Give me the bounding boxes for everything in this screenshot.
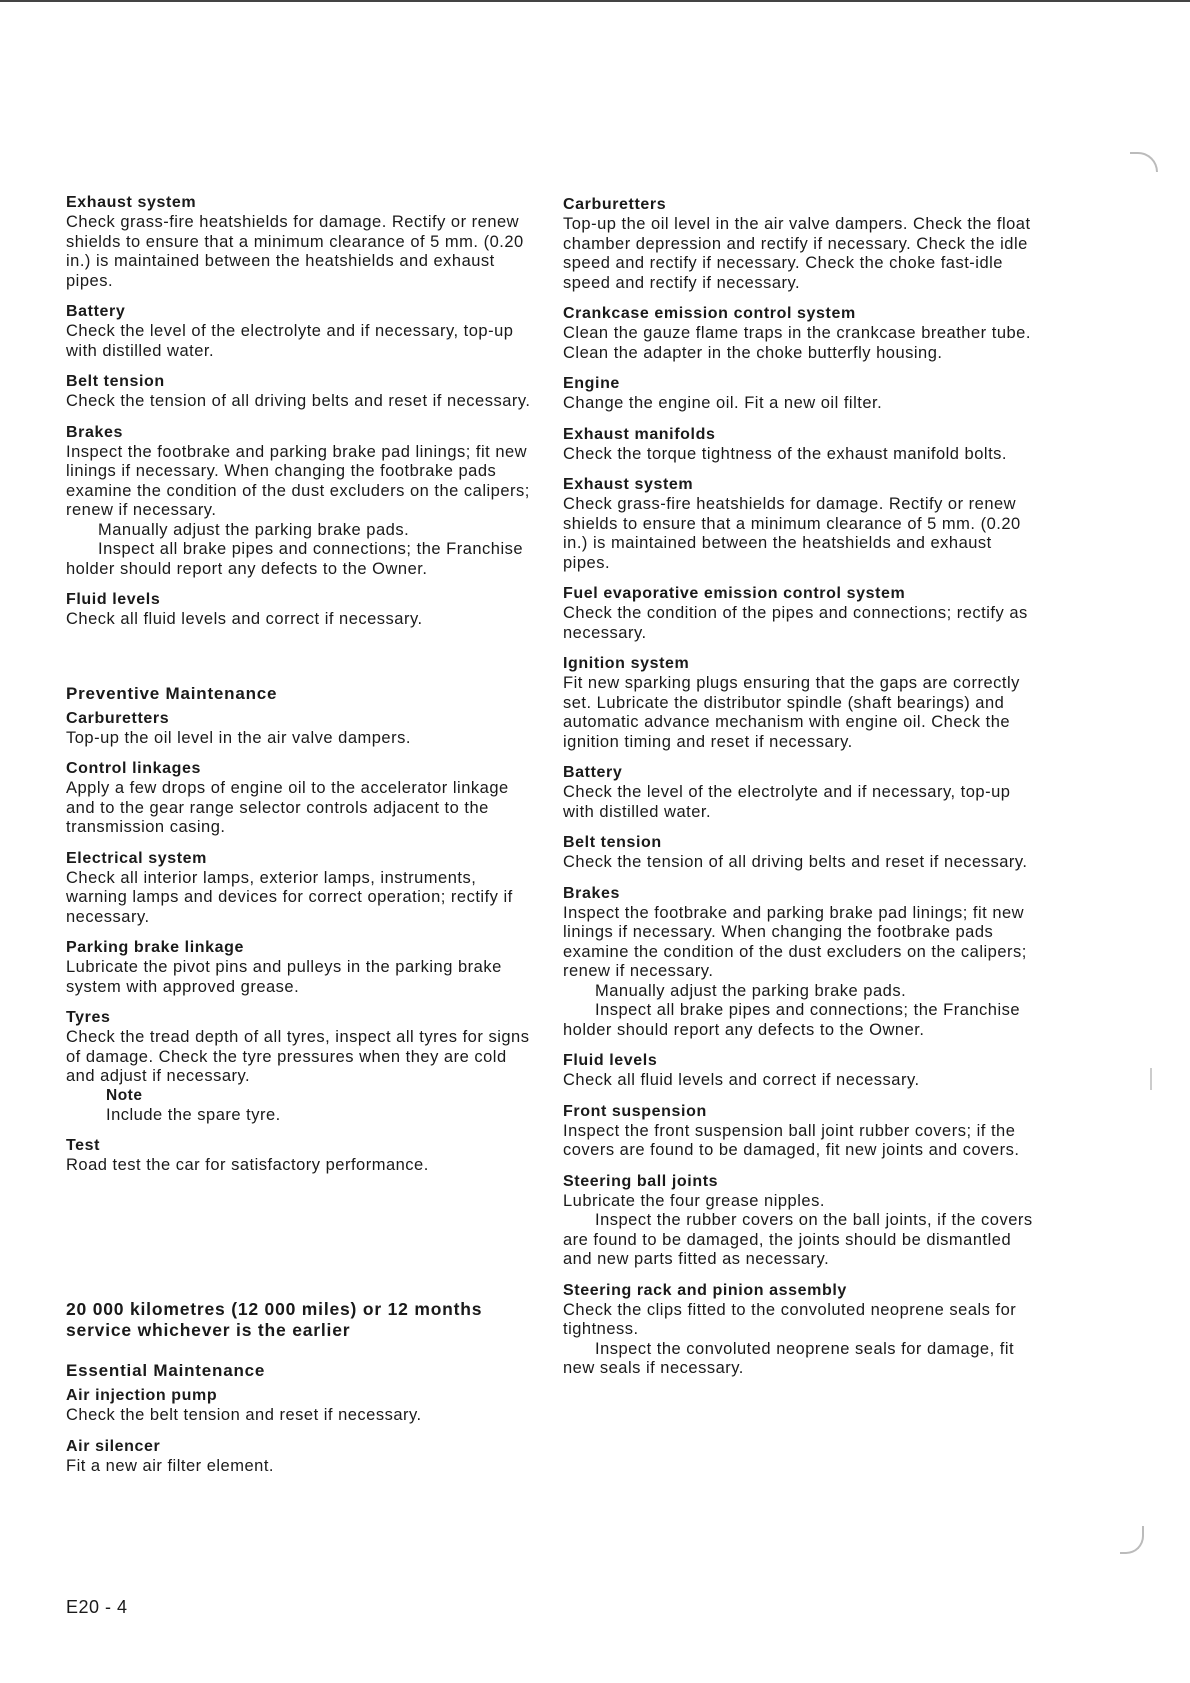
left-sections-a bbox=[66, 194, 536, 630]
section-text: Check the tension of all driving belts and reset if necessary. bbox=[66, 392, 531, 410]
section-text: Check the level of the electrolyte and if necessary, top-up with distilled water. bbox=[66, 322, 514, 360]
section-steering-rack-and-pinion-assembly bbox=[563, 1282, 1043, 1379]
binder-mark-middle bbox=[1150, 1068, 1152, 1090]
section-title: Battery bbox=[563, 764, 623, 781]
section-carburetters bbox=[66, 710, 536, 749]
section-title: Carburetters bbox=[66, 709, 170, 727]
section-exhaust-system bbox=[66, 194, 536, 291]
section-text: Check the tread depth of all tyres, inspect all tyres for signs of damage. Check the tyre pressures when they are cold and adjust if necessary. bbox=[66, 1028, 530, 1085]
section-air-silencer bbox=[66, 1438, 536, 1477]
section-belt-tension bbox=[66, 373, 536, 412]
section-control-linkages bbox=[66, 760, 536, 838]
section-title: Control linkages bbox=[66, 760, 201, 777]
section-text: Check the torque tightness of the exhaust manifold bolts. bbox=[563, 444, 1007, 463]
section-belt-tension bbox=[563, 834, 1043, 873]
section-text: Inspect all brake pipes and connections; the Franchise holder should report any defects to the Owner. bbox=[563, 1001, 1021, 1039]
section-text: Fit new sparking plugs ensuring that the gaps are correctly set. Lubricate the distributor spindle (shaft bearings) and automatic advance mechanism with engine oil. Check the ignition timing and reset if necessary. bbox=[563, 674, 1020, 751]
section-battery bbox=[563, 764, 1043, 822]
section-ignition-system bbox=[563, 655, 1043, 752]
left-sections-c bbox=[66, 1387, 536, 1476]
section-title: Tyres bbox=[66, 1009, 111, 1026]
section-text: Check all interior lamps, exterior lamps, instruments, warning lamps and devices for correct operation; rectify if necessary. bbox=[66, 868, 513, 926]
section-text: Check all fluid levels and correct if necessary. bbox=[66, 610, 423, 628]
section-brakes bbox=[563, 885, 1043, 1041]
section-title: Crankcase emission control system bbox=[563, 305, 856, 322]
left-column bbox=[66, 194, 536, 1488]
section-title: Air injection pump bbox=[66, 1387, 218, 1404]
section-text: Check the clips fitted to the convoluted neoprene seals for tightness. bbox=[563, 1300, 1017, 1338]
section-text: Inspect all brake pipes and connections; the Franchise holder should report any defects to the Owner. bbox=[66, 540, 524, 578]
section-test bbox=[66, 1137, 536, 1176]
section-title: Electrical system bbox=[66, 849, 207, 867]
section-title: Exhaust manifolds bbox=[563, 425, 716, 443]
section-text: Check the belt tension and reset if necessary. bbox=[66, 1406, 422, 1424]
section-title: Battery bbox=[66, 303, 126, 320]
section-text: Road test the car for satisfactory performance. bbox=[66, 1155, 429, 1174]
right-column bbox=[563, 196, 1043, 1391]
section-title: Exhaust system bbox=[66, 194, 197, 211]
left-sections-b bbox=[66, 710, 536, 998]
section-exhaust-system bbox=[563, 476, 1043, 573]
section-title: Exhaust system bbox=[563, 476, 694, 493]
section-tyres bbox=[66, 1009, 536, 1125]
binder-mark-top bbox=[1130, 152, 1158, 172]
section-title: Front suspension bbox=[563, 1102, 707, 1120]
section-electrical-system bbox=[66, 850, 536, 928]
section-text: Change the engine oil. Fit a new oil filter. bbox=[563, 394, 883, 412]
section-text: Fit a new air filter element. bbox=[66, 1456, 274, 1475]
section-text: Check the level of the electrolyte and if necessary, top-up with distilled water. bbox=[563, 783, 1011, 821]
section-brakes bbox=[66, 424, 536, 580]
section-text: Inspect the rubber covers on the ball joints, if the covers are found to be damaged, the joints should be dismantled and new parts fitted as necessary. bbox=[563, 1211, 1033, 1268]
binder-mark-bottom bbox=[1120, 1526, 1144, 1554]
section-text: Inspect the front suspension ball joint rubber covers; if the covers are found to be damaged, fit new joints and covers. bbox=[563, 1121, 1020, 1159]
section-text: Lubricate the four grease nipples. bbox=[563, 1191, 825, 1210]
section-title: Brakes bbox=[66, 423, 123, 441]
essential-heading: Essential Maintenance bbox=[66, 1361, 266, 1380]
section-text: Clean the gauze flame traps in the crankcase breather tube. Clean the adapter in the choke butterfly housing. bbox=[563, 324, 1031, 362]
section-text: Manually adjust the parking brake pads. bbox=[98, 520, 410, 539]
section-parking-brake-linkage bbox=[66, 939, 536, 997]
note-text: Include the spare tyre. bbox=[106, 1105, 281, 1124]
section-title: Belt tension bbox=[563, 834, 662, 851]
section-text: Check all fluid levels and correct if necessary. bbox=[563, 1071, 920, 1089]
section-title: Belt tension bbox=[66, 373, 165, 390]
section-fluid-levels bbox=[66, 591, 536, 630]
section-title: Air silencer bbox=[66, 1437, 161, 1455]
section-crankcase-emission-control-system bbox=[563, 305, 1043, 363]
section-fluid-levels bbox=[563, 1052, 1043, 1091]
page-number: E20 - 4 bbox=[66, 1597, 128, 1617]
section-text: Check grass-fire heatshields for damage. Rectify or renew shields to ensure that a minimum clearance of 5 mm. (0.20 in.) is maintained between the heatshields and exhaust pipes. bbox=[563, 495, 1021, 572]
section-carburetters bbox=[563, 196, 1043, 293]
right-sections bbox=[563, 196, 1043, 1379]
section-fuel-evaporative-emission-control-system bbox=[563, 585, 1043, 643]
section-title: Brakes bbox=[563, 884, 620, 902]
section-title: Parking brake linkage bbox=[66, 939, 245, 956]
section-title: Ignition system bbox=[563, 655, 690, 672]
section-text: Check the tension of all driving belts and reset if necessary. bbox=[563, 853, 1028, 871]
section-exhaust-manifolds bbox=[563, 426, 1043, 465]
section-text: Check the condition of the pipes and connections; rectify as necessary. bbox=[563, 604, 1028, 642]
section-text: Inspect the convoluted neoprene seals for damage, fit new seals if necessary. bbox=[563, 1339, 1015, 1377]
section-text: Inspect the footbrake and parking brake pad linings; fit new linings if necessary. When changing the footbrake pads examine the condition of the dust excluders on the calipers; renew if necessary. bbox=[563, 903, 1027, 980]
section-text: Top-up the oil level in the air valve dampers. bbox=[66, 728, 411, 747]
preventive-heading: Preventive Maintenance bbox=[66, 683, 278, 703]
section-title: Test bbox=[66, 1136, 101, 1154]
section-title: Carburetters bbox=[563, 196, 667, 213]
section-title: Fluid levels bbox=[66, 591, 161, 608]
section-battery bbox=[66, 303, 536, 361]
section-engine bbox=[563, 375, 1043, 414]
section-text: Inspect the footbrake and parking brake pad linings; fit new linings if necessary. When changing the footbrake pads examine the condition of the dust excluders on the calipers; renew if necessary. bbox=[66, 442, 530, 519]
section-title: Fuel evaporative emission control system bbox=[563, 585, 906, 602]
section-text: Lubricate the pivot pins and pulleys in the parking brake system with approved grease. bbox=[66, 958, 502, 996]
section-front-suspension bbox=[563, 1103, 1043, 1161]
section-text: Apply a few drops of engine oil to the accelerator linkage and to the gear range selector controls adjacent to the transmission casing. bbox=[66, 779, 509, 836]
section-text: Check grass-fire heatshields for damage. Rectify or renew shields to ensure that a minimum clearance of 5 mm. (0.20 in.) is maintained between the heatshields and exhaust pipes. bbox=[66, 213, 524, 290]
section-title: Engine bbox=[563, 375, 620, 392]
section-title: Steering rack and pinion assembly bbox=[563, 1281, 847, 1299]
section-air-injection-pump bbox=[66, 1387, 536, 1426]
top-border bbox=[0, 0, 1190, 2]
service-interval-heading: 20 000 kilometres (12 000 miles) or 12 months service whichever is the earlier bbox=[66, 1299, 483, 1340]
section-title: Steering ball joints bbox=[563, 1172, 719, 1190]
note-label: Note bbox=[106, 1086, 143, 1104]
section-steering-ball-joints bbox=[563, 1173, 1043, 1270]
section-text: Manually adjust the parking brake pads. bbox=[595, 981, 907, 1000]
section-title: Fluid levels bbox=[563, 1052, 658, 1069]
section-text: Top-up the oil level in the air valve dampers. Check the float chamber depression and rectify if necessary. Check the idle speed and rectify if necessary. Check the choke fast-idle speed and rectify if necessary. bbox=[563, 215, 1031, 292]
